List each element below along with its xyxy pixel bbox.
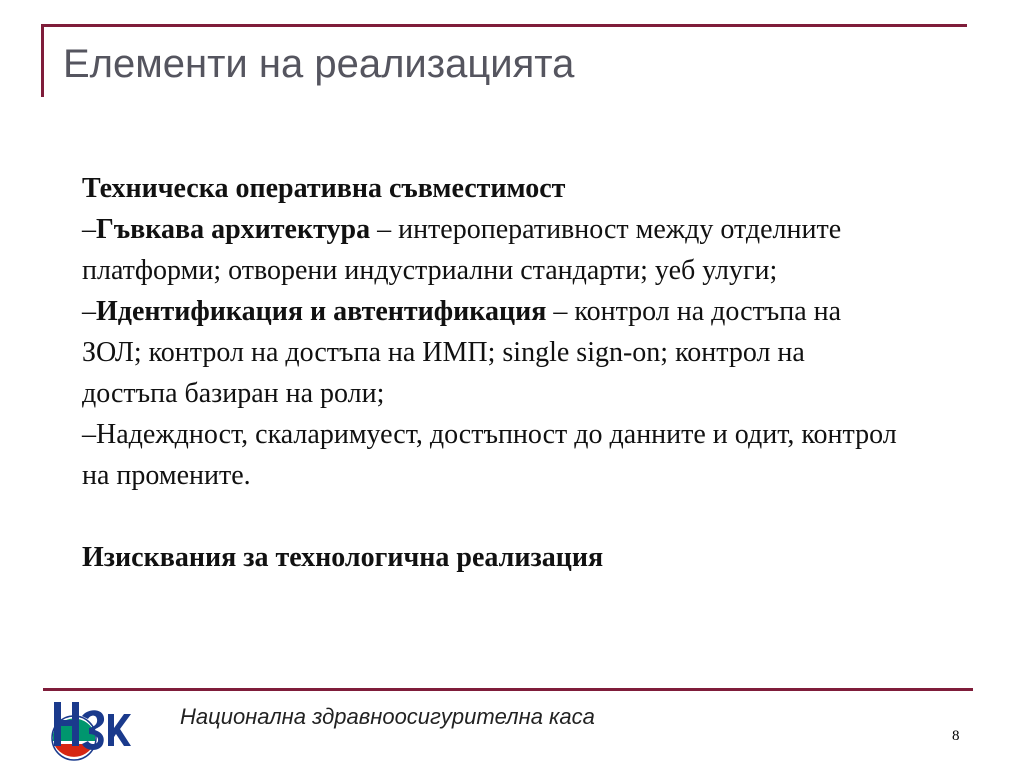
slide-body [82,168,902,578]
footer-organization: Национална здравноосигурителна каса [180,704,595,729]
bullet-dash: – [82,419,96,450]
nzok-logo [48,694,132,762]
heading-requirements: Изисквания за технологична реализация [82,542,604,573]
bullet-item [82,291,902,414]
bullet-text: – интероперативност между отделните платформи; отворени индустриални стандарти; уеб улуги; [82,214,842,286]
bullet-bold-term: Гъвкава архитектура [96,214,371,245]
footer-divider [43,688,973,691]
bullet-text: – контрол на достъпа на ЗОЛ; контрол на достъпа на ИМП; single sign-on; контрол на достъпа базиран на роли; [82,296,842,409]
page-number: 8 [952,728,960,744]
bullet-bold-term: Идентификация и автентификация [96,296,547,327]
bullet-dash: – [82,214,96,245]
bullet-item [82,209,902,291]
bullet-item [82,414,902,496]
slide-title: Елементи на реализацията [63,42,575,86]
spacer [82,496,902,537]
bullet-text: Надеждност, скаларимуест, достъпност до данните и одит, контрол на промените. [82,419,897,491]
heading-interoperability: Техническа оперативна съвместимост [82,173,566,204]
bullet-dash: – [82,296,96,327]
